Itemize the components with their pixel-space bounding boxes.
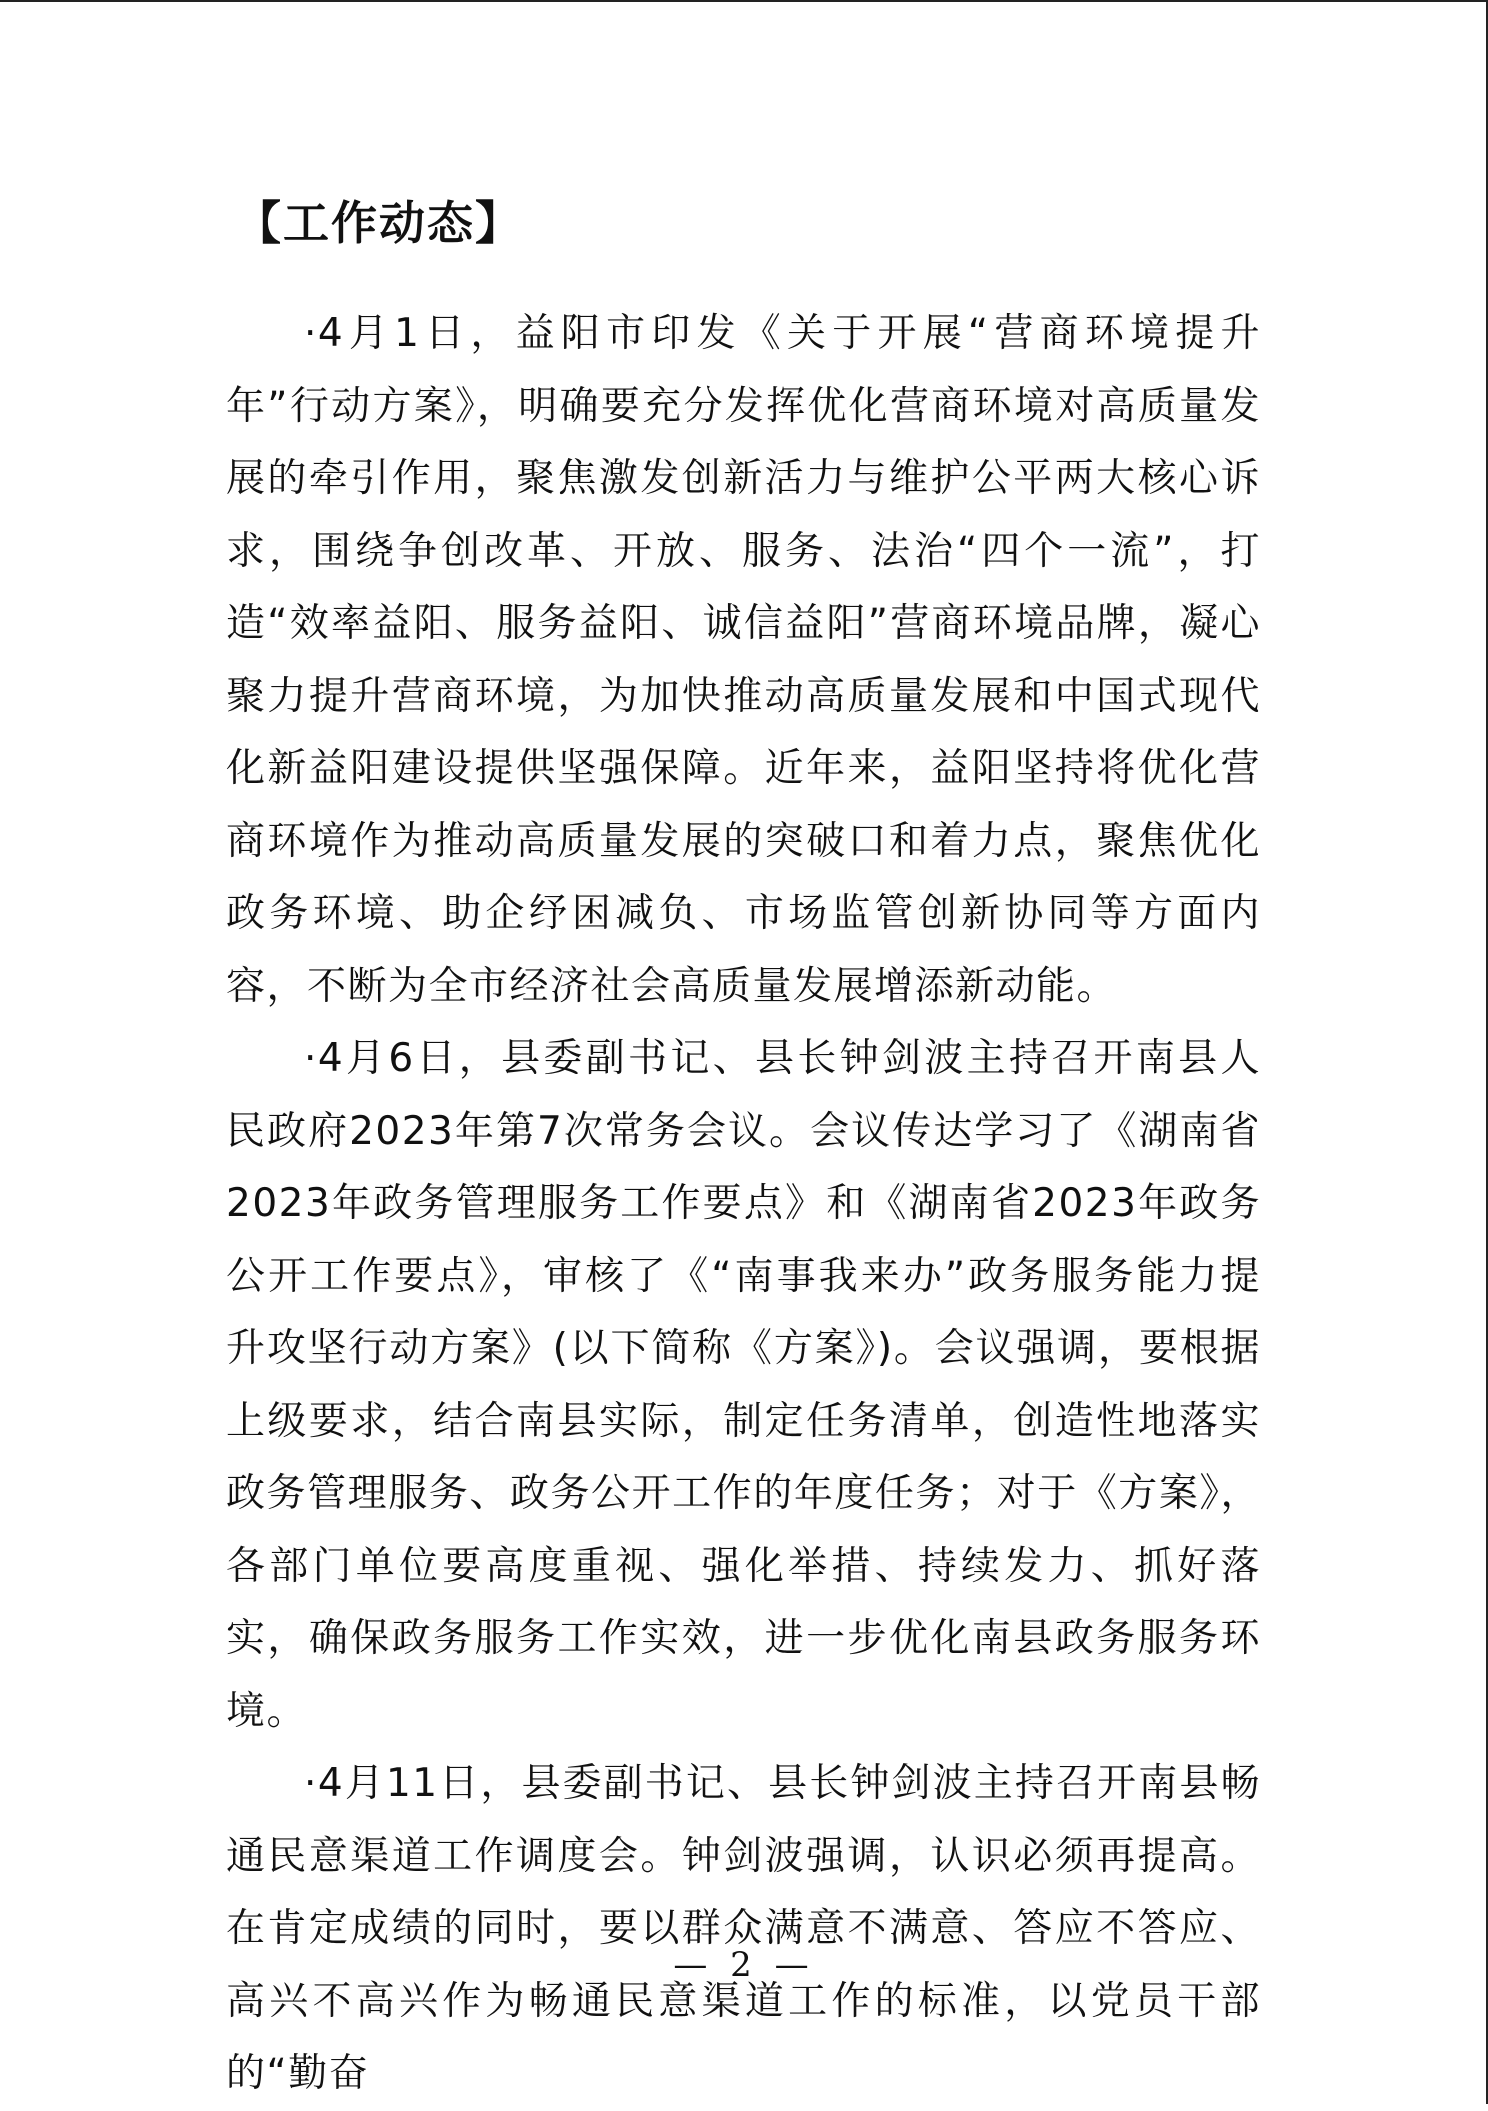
page-number: — 2 — (673, 1945, 815, 1985)
news-list (226, 298, 1261, 2111)
news-item-apr-6: ·4月6日，县委副书记、县长钟剑波主持召开南县人民政府2023年第7次常务会议。会议传达学习了《湖南省2023年政务管理服务工作要点》和《湖南省2023年政务公开工作要点》，审核了《“南事我来办”政务服务能力提升攻坚行动方案》(以下简称《方案》)。会议强调，要根据上级要求，结合南县实际，制定任务清单，创造性地落实政务管理服务、政务公开工作的年度任务；对于《方案》，各部门单位要高度重视、强化举措、持续发力、抓好落实，确保政务服务工作实效，进一步优化南县政务服务环境。 (226, 1036, 1261, 1734)
news-item-apr-1: ·4月1日，益阳市印发《关于开展“营商环境提升年”行动方案》，明确要充分发挥优化营商环境对高质量发展的牵引作用，聚焦激发创新活力与维护公平两大核心诉求，围绕争创改革、开放、服务、法治“四个一流”，打造“效率益阳、服务益阳、诚信益阳”营商环境品牌，凝心聚力提升营商环境，为加快推动高质量发展和中国式现代化新益阳建设提供坚强保障。近年来，益阳坚持将优化营商环境作为推动高质量发展的突破口和着力点，聚焦优化政务环境、助企纾困减负、市场监管创新协同等方面内容，不断为全市经济社会高质量发展增添新动能。 (226, 311, 1261, 1009)
section-title: 【工作动态】 (235, 196, 523, 250)
news-item-apr-11: ·4月11日，县委副书记、县长钟剑波主持召开南县畅通民意渠道工作调度会。钟剑波强调，认识必须再提高。在肯定成绩的同时，要以群众满意不满意、答应不答应、高兴不高兴作为畅通民意渠道工作的标准，以党员干部的“勤奋 (226, 1761, 1261, 2096)
